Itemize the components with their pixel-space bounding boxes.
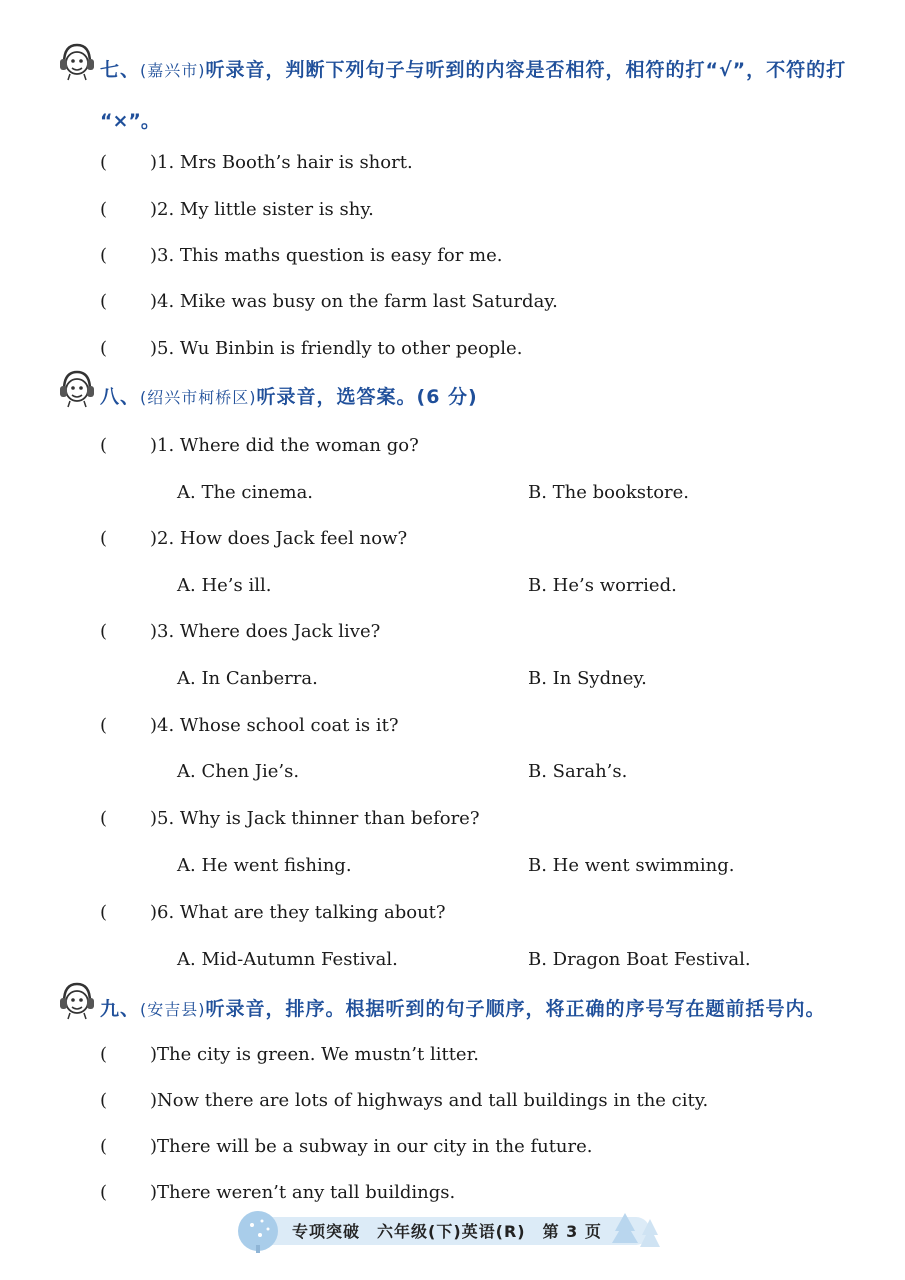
answer-blank[interactable]: ( [100,1044,108,1065]
s7-item-5: ( )5. Wu Binbin is friendly to other people. [100,338,523,359]
s8-question-4: ( )4. Whose school coat is it? [100,715,399,736]
s9-item-2: ( )Now there are lots of highways and tall buildings in the city. [100,1090,709,1111]
section-8-title: 八、(绍兴市柯桥区)听录音，选答案。(6 分) [100,386,478,408]
section-9-heading [58,984,826,1035]
section-7-title: 七、(嘉兴市)听录音，判断下列句子与听到的内容是否相符，相符的打“√”，不符的打 [100,59,847,81]
answer-blank[interactable]: ( [100,528,108,549]
section-8-heading [58,372,478,423]
s9-item-3: ( )There will be a subway in our city in the future. [100,1136,593,1157]
section-9-title: 九、(安吉县)听录音，排序。根据听到的句子顺序，将正确的序号写在题前括号内。 [100,998,826,1020]
answer-blank[interactable]: ( [100,1136,108,1157]
answer-blank[interactable]: ( [100,808,108,829]
page-footer [230,1205,670,1255]
s8-q2-option-b: B. He’s worried. [528,575,677,596]
s8-q1-option-b: B. The bookstore. [528,482,690,503]
answer-blank[interactable]: ( [100,715,108,736]
s9-item-4: ( )There weren’t any tall buildings. [100,1182,456,1203]
answer-blank[interactable]: ( [100,902,108,923]
s8-q1-option-a: A. The cinema. [177,482,314,503]
headphone-mascot-icon [58,980,96,1020]
answer-blank[interactable]: ( [100,199,108,220]
s8-q4-option-a: A. Chen Jie’s. [177,761,300,782]
answer-blank[interactable]: ( [100,1182,108,1203]
s8-question-2: ( )2. How does Jack feel now? [100,528,408,549]
s7-item-2: ( )2. My little sister is shy. [100,199,374,220]
footer-text: 专项突破 六年级(下)英语(R) 第 3 页 [292,1222,602,1241]
answer-blank[interactable]: ( [100,291,108,312]
section-7-title-cont: “×”。 [100,110,160,132]
headphone-mascot-icon [58,368,96,408]
answer-blank[interactable]: ( [100,152,108,173]
s8-q3-option-b: B. In Sydney. [528,668,647,689]
headphone-mascot-icon [58,41,96,81]
answer-blank[interactable]: ( [100,621,108,642]
s7-item-3: ( )3. This maths question is easy for me. [100,245,503,266]
s7-item-1: ( )1. Mrs Booth’s hair is short. [100,152,413,173]
section-7-heading [58,45,846,96]
s8-q6-option-b: B. Dragon Boat Festival. [528,949,751,970]
answer-blank[interactable]: ( [100,1090,108,1111]
s8-q6-option-a: A. Mid-Autumn Festival. [177,949,398,970]
s7-item-4: ( )4. Mike was busy on the farm last Saturday. [100,291,558,312]
s8-question-5: ( )5. Why is Jack thinner than before? [100,808,480,829]
s8-question-3: ( )3. Where does Jack live? [100,621,381,642]
answer-blank[interactable]: ( [100,338,108,359]
s8-q5-option-a: A. He went fishing. [177,855,352,876]
s8-q3-option-a: A. In Canberra. [177,668,318,689]
s9-item-1: ( )The city is green. We mustn’t litter. [100,1044,479,1065]
s8-q2-option-a: A. He’s ill. [177,575,272,596]
answer-blank[interactable]: ( [100,435,108,456]
s8-question-1: ( )1. Where did the woman go? [100,435,419,456]
s8-question-6: ( )6. What are they talking about? [100,902,446,923]
answer-blank[interactable]: ( [100,245,108,266]
s8-q5-option-b: B. He went swimming. [528,855,735,876]
s8-q4-option-b: B. Sarah’s. [528,761,628,782]
